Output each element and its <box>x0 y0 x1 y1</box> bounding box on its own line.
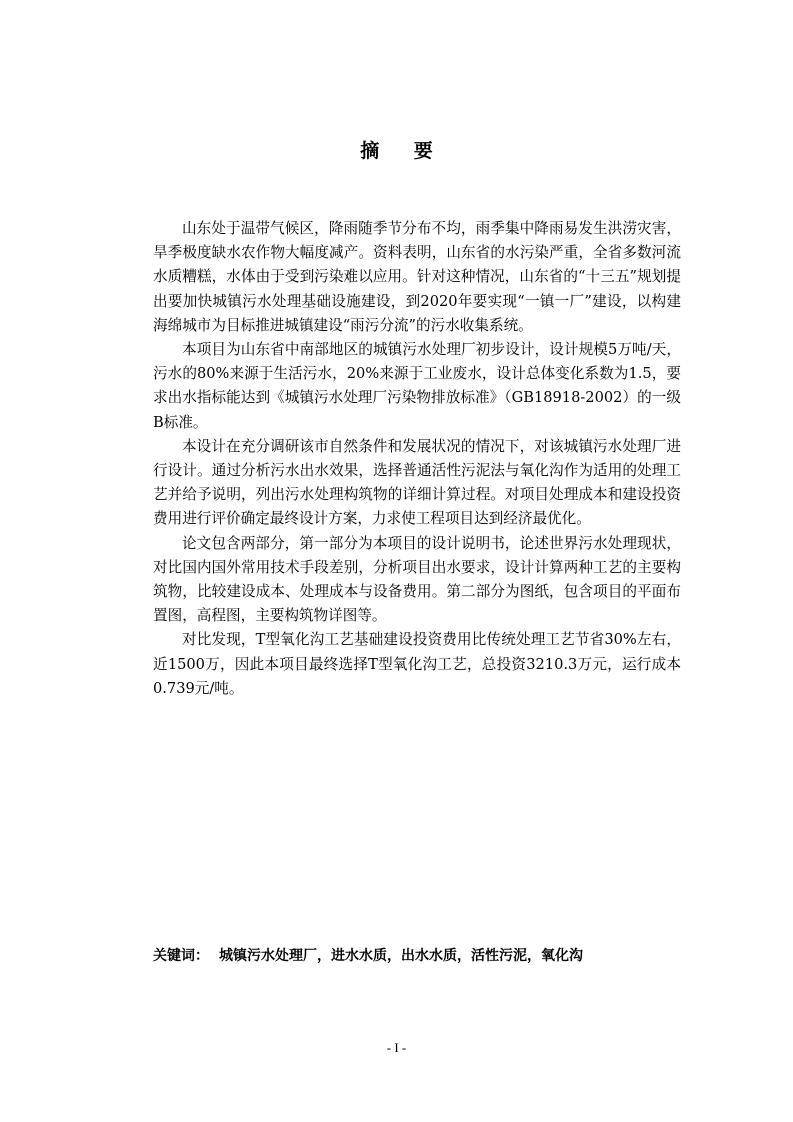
paragraph-background: 山东处于温带气候区，降雨随季节分布不均，雨季集中降雨易发生洪涝灾害，旱季极度缺水农作物大幅度减产。资料表明，山东省的水污染严重，全省多数河流水质糟糕，水体由于受到污染难以应用。针对这种情况，山东省的“十三五”规划提出要加快城镇污水处理基础设施建设，到2020年要实现“一镇一厂”建设，以构建海绵城市为目标推进城镇建设“雨污分流”的污水收集系统。 <box>153 220 681 334</box>
paragraph-thesis-structure: 论文包含两部分，第一部分为本项目的设计说明书，论述世界污水处理现状，对比国内国外常用技术手段差别，分析项目出水要求，设计计算两种工艺的主要构筑物，比较建设成本、处理成本与设备费用。第二部分为图纸，包含项目的平面布置图，高程图，主要构筑物详图等。 <box>153 534 681 625</box>
page-number: - I - <box>386 1040 407 1055</box>
abstract-title: 摘 要 <box>360 140 447 162</box>
paragraph-conclusion: 对比发现，T型氧化沟工艺基础建设投资费用比传统处理工艺节省30%左右，近1500万，因此本项目最终选择T型氧化沟工艺，总投资3210.3万元，运行成本0.739元/吨。 <box>153 631 681 697</box>
keywords-list: 城镇污水处理厂，进水水质，出水水质，活性污泥，氧化沟 <box>219 948 583 964</box>
abstract-body <box>153 217 681 701</box>
paragraph-project-scope: 本项目为山东省中南部地区的城镇污水处理厂初步设计，设计规模5万吨/天，污水的80%来源于生活污水，20%来源于工业废水，设计总体变化系数为1.5，要求出水指标能达到《城镇污水处理厂污染物排放标准》（GB18918-2002）的一级B标准。 <box>153 341 681 431</box>
paragraph-design-approach: 本设计在充分调研该市自然条件和发展状况的情况下，对该城镇污水处理厂进行设计。通过分析污水出水效果，选择普通活性污泥法与氧化沟作为适用的处理工艺并给予说明，列出污水处理构筑物的详细计算过程。对项目处理成本和建设投资费用进行评价确定最终设计方案，力求使工程项目达到经济最优化。 <box>153 437 681 528</box>
keywords-line <box>153 944 693 968</box>
keywords-label: 关键词： <box>153 948 209 964</box>
